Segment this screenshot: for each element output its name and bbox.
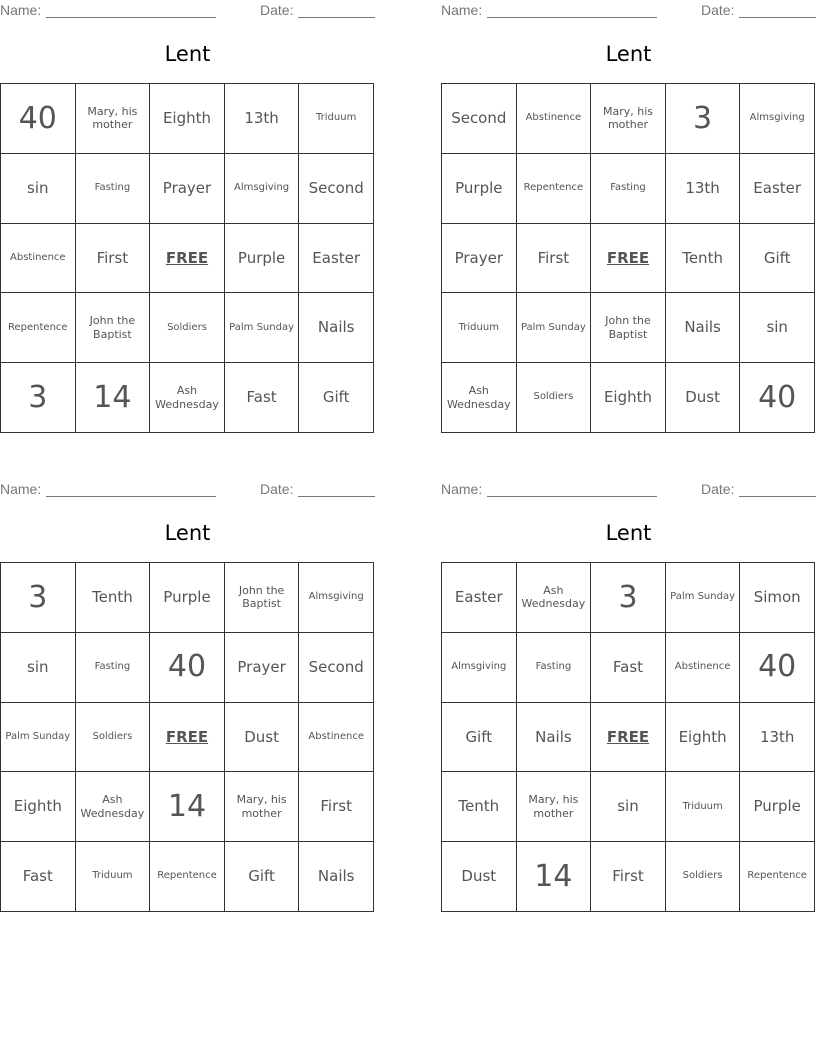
bingo-cell: sin bbox=[1, 633, 76, 703]
bingo-cell: Palm Sunday bbox=[666, 563, 741, 633]
name-line bbox=[46, 17, 216, 18]
bingo-cell: Dust bbox=[442, 842, 517, 912]
date-label: Date: bbox=[701, 2, 735, 18]
bingo-cell: Ash Wednesday bbox=[150, 363, 225, 433]
bingo-cell: John the Baptist bbox=[591, 293, 666, 363]
bingo-cell: Second bbox=[442, 84, 517, 154]
bingo-cell: Mary, his mother bbox=[225, 772, 300, 842]
name-line bbox=[487, 496, 657, 497]
bingo-cell: Second bbox=[299, 154, 374, 224]
bingo-grid bbox=[441, 562, 815, 912]
bingo-cell: Soldiers bbox=[666, 842, 741, 912]
bingo-cell: Dust bbox=[225, 703, 300, 773]
bingo-cell: Purple bbox=[150, 563, 225, 633]
date-label: Date: bbox=[260, 481, 294, 497]
bingo-cell: Easter bbox=[442, 563, 517, 633]
bingo-cell: Prayer bbox=[442, 224, 517, 294]
bingo-cell: sin bbox=[591, 772, 666, 842]
bingo-cell: Abstinence bbox=[666, 633, 741, 703]
card-header bbox=[0, 2, 375, 20]
bingo-cell: Soldiers bbox=[150, 293, 225, 363]
bingo-cell: 3 bbox=[1, 363, 76, 433]
bingo-cell: Ash Wednesday bbox=[517, 563, 592, 633]
bingo-cell: Nails bbox=[517, 703, 592, 773]
date-line bbox=[298, 17, 375, 18]
date-label: Date: bbox=[260, 2, 294, 18]
bingo-cell: Abstinence bbox=[299, 703, 374, 773]
bingo-cell: 3 bbox=[1, 563, 76, 633]
bingo-cell: Eighth bbox=[666, 703, 741, 773]
bingo-cell: Mary, his mother bbox=[517, 772, 592, 842]
free-space-cell: FREE bbox=[150, 224, 225, 294]
bingo-cell: Almsgiving bbox=[225, 154, 300, 224]
bingo-cell: Almsgiving bbox=[442, 633, 517, 703]
date-line bbox=[739, 17, 816, 18]
bingo-cell: Nails bbox=[299, 842, 374, 912]
bingo-cell: 13th bbox=[740, 703, 815, 773]
bingo-cell: Tenth bbox=[666, 224, 741, 294]
bingo-cell: Tenth bbox=[442, 772, 517, 842]
bingo-grid bbox=[0, 83, 374, 433]
bingo-cell: Almsgiving bbox=[299, 563, 374, 633]
bingo-cell: John the Baptist bbox=[76, 293, 151, 363]
bingo-cell: Gift bbox=[442, 703, 517, 773]
card-header bbox=[0, 481, 375, 499]
card-title: Lent bbox=[605, 521, 652, 545]
bingo-cell: First bbox=[76, 224, 151, 294]
card-title: Lent bbox=[164, 42, 211, 66]
bingo-cell: Purple bbox=[740, 772, 815, 842]
bingo-cell: First bbox=[517, 224, 592, 294]
date-line bbox=[298, 496, 375, 497]
bingo-cell: Palm Sunday bbox=[1, 703, 76, 773]
card-header bbox=[441, 2, 816, 20]
bingo-cell: Prayer bbox=[225, 633, 300, 703]
bingo-cell: 40 bbox=[740, 633, 815, 703]
bingo-cell: Purple bbox=[225, 224, 300, 294]
bingo-cell: Triduum bbox=[442, 293, 517, 363]
bingo-cell: Dust bbox=[666, 363, 741, 433]
bingo-cell: 14 bbox=[76, 363, 151, 433]
card-header bbox=[441, 481, 816, 499]
free-space-cell: FREE bbox=[150, 703, 225, 773]
bingo-cell: sin bbox=[740, 293, 815, 363]
bingo-cell: 40 bbox=[150, 633, 225, 703]
bingo-cell: Eighth bbox=[150, 84, 225, 154]
bingo-grid bbox=[441, 83, 815, 433]
name-label: Name: bbox=[441, 481, 483, 497]
bingo-cell: Nails bbox=[666, 293, 741, 363]
bingo-cell: 40 bbox=[740, 363, 815, 433]
bingo-cell: Abstinence bbox=[517, 84, 592, 154]
bingo-cell: Soldiers bbox=[76, 703, 151, 773]
bingo-cell: 13th bbox=[225, 84, 300, 154]
bingo-cell: Mary, his mother bbox=[76, 84, 151, 154]
bingo-cell: 14 bbox=[517, 842, 592, 912]
bingo-cell: Mary, his mother bbox=[591, 84, 666, 154]
bingo-cell: Triduum bbox=[666, 772, 741, 842]
bingo-cell: Triduum bbox=[299, 84, 374, 154]
bingo-cell: 14 bbox=[150, 772, 225, 842]
free-space-cell: FREE bbox=[591, 224, 666, 294]
name-line bbox=[46, 496, 216, 497]
bingo-cell: First bbox=[299, 772, 374, 842]
name-label: Name: bbox=[441, 2, 483, 18]
bingo-cell: 13th bbox=[666, 154, 741, 224]
bingo-cell: Palm Sunday bbox=[517, 293, 592, 363]
bingo-cell: Gift bbox=[740, 224, 815, 294]
bingo-cell: Fasting bbox=[76, 633, 151, 703]
card-title: Lent bbox=[605, 42, 652, 66]
name-label: Name: bbox=[0, 481, 42, 497]
bingo-cell: Ash Wednesday bbox=[442, 363, 517, 433]
bingo-cell: Repentence bbox=[740, 842, 815, 912]
bingo-cell: Easter bbox=[740, 154, 815, 224]
bingo-cell: Soldiers bbox=[517, 363, 592, 433]
bingo-cell: Gift bbox=[225, 842, 300, 912]
bingo-cell: Nails bbox=[299, 293, 374, 363]
bingo-cell: Gift bbox=[299, 363, 374, 433]
bingo-cell: 40 bbox=[1, 84, 76, 154]
bingo-cell: Triduum bbox=[76, 842, 151, 912]
date-line bbox=[739, 496, 816, 497]
bingo-cell: First bbox=[591, 842, 666, 912]
bingo-cell: Easter bbox=[299, 224, 374, 294]
bingo-cell: Purple bbox=[442, 154, 517, 224]
bingo-grid bbox=[0, 562, 374, 912]
bingo-cell: Fasting bbox=[76, 154, 151, 224]
bingo-cell: Repentence bbox=[1, 293, 76, 363]
bingo-cell: Eighth bbox=[1, 772, 76, 842]
bingo-cell: Fast bbox=[1, 842, 76, 912]
date-label: Date: bbox=[701, 481, 735, 497]
bingo-cell: Simon bbox=[740, 563, 815, 633]
name-line bbox=[487, 17, 657, 18]
bingo-cell: Ash Wednesday bbox=[76, 772, 151, 842]
bingo-cell: Almsgiving bbox=[740, 84, 815, 154]
bingo-cell: Fasting bbox=[517, 633, 592, 703]
bingo-cell: Fast bbox=[225, 363, 300, 433]
bingo-cell: sin bbox=[1, 154, 76, 224]
bingo-cell: John the Baptist bbox=[225, 563, 300, 633]
bingo-cell: Repentence bbox=[150, 842, 225, 912]
bingo-cell: Second bbox=[299, 633, 374, 703]
card-title: Lent bbox=[164, 521, 211, 545]
free-space-cell: FREE bbox=[591, 703, 666, 773]
bingo-cell: Abstinence bbox=[1, 224, 76, 294]
bingo-cell: 3 bbox=[666, 84, 741, 154]
bingo-cell: Repentence bbox=[517, 154, 592, 224]
name-label: Name: bbox=[0, 2, 42, 18]
bingo-cell: Eighth bbox=[591, 363, 666, 433]
bingo-cell: Palm Sunday bbox=[225, 293, 300, 363]
bingo-cell: Tenth bbox=[76, 563, 151, 633]
bingo-cell: Fast bbox=[591, 633, 666, 703]
bingo-cell: Prayer bbox=[150, 154, 225, 224]
bingo-cell: 3 bbox=[591, 563, 666, 633]
bingo-cell: Fasting bbox=[591, 154, 666, 224]
